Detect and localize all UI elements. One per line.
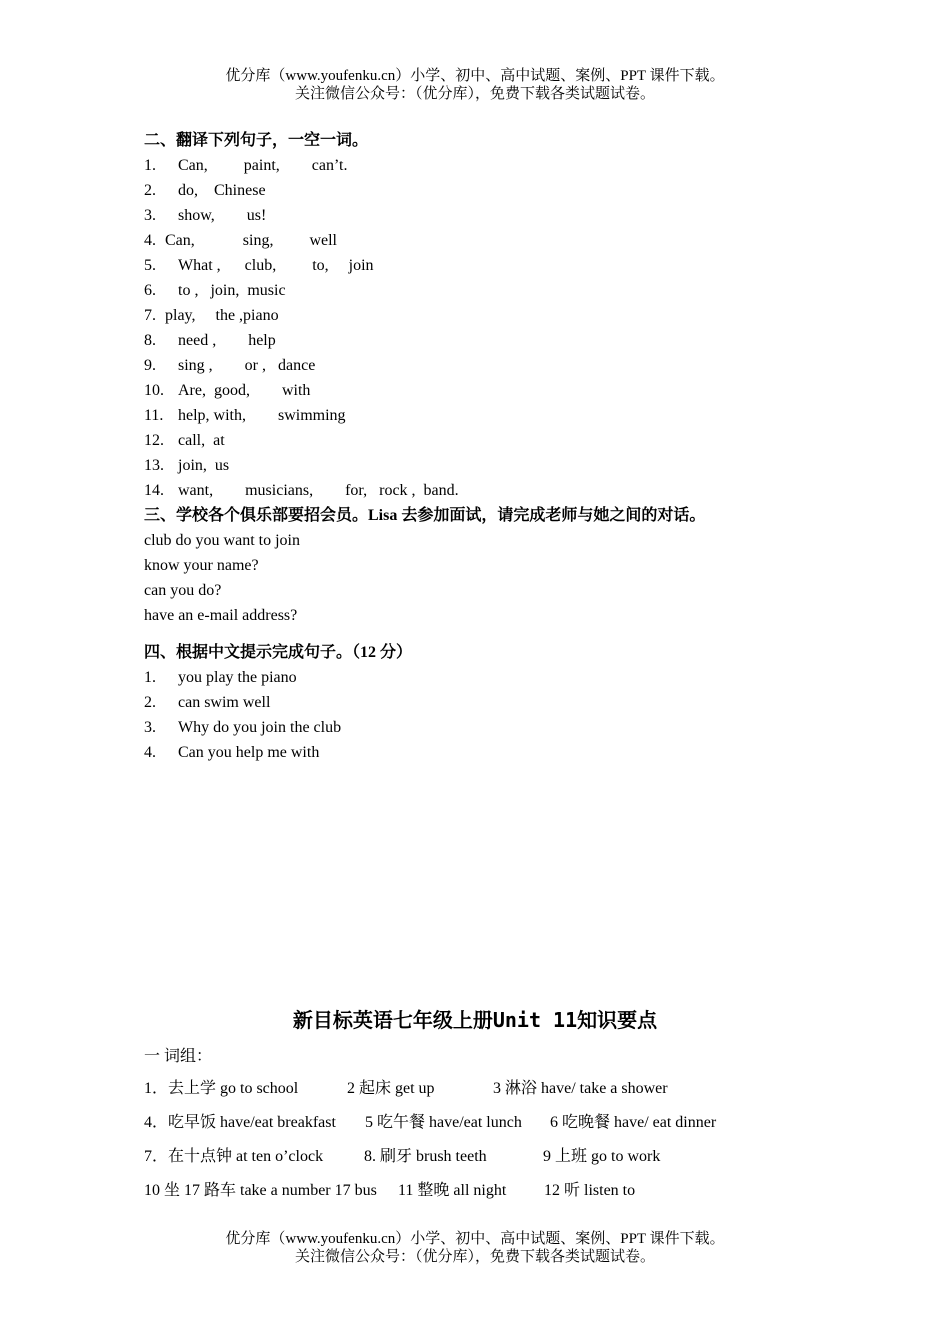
exercise-content — [144, 128, 864, 765]
vocab-row — [144, 1174, 864, 1208]
list-item — [144, 153, 864, 178]
item-text: need , help — [178, 332, 276, 349]
item-text: show, us! — [178, 207, 267, 224]
vocab-phrase: 7．在十点钟 at ten o’clock — [144, 1148, 324, 1165]
dialogue-line: have an e-mail address? — [144, 607, 298, 624]
list-item — [144, 278, 864, 303]
list-item — [144, 428, 864, 453]
item-number: 3. — [144, 207, 156, 224]
item-text: sing , or , dance — [178, 357, 316, 374]
list-item — [144, 178, 864, 203]
item-number: 1. — [144, 669, 156, 686]
section4-title: 四、根据中文提示完成句子。（12 分） — [144, 644, 413, 661]
item-number: 1. — [144, 157, 156, 174]
unit11-title-c: 知识要点 — [577, 1008, 658, 1032]
vocab-phrase: 10 坐 17 路车 take a number 17 bus — [144, 1182, 377, 1199]
item-number: 12. — [144, 432, 164, 449]
item-number: 6. — [144, 282, 156, 299]
item-number: 2. — [144, 694, 156, 711]
item-text: Can you help me with — [178, 744, 320, 761]
item-text: Can, paint, can’t. — [178, 157, 348, 174]
section3-title: 三、学校各个俱乐部要招会员。Lisa 去参加面试，请完成老师与她之间的对话。 — [144, 507, 706, 524]
vocab-phrase: 4．吃早饭 have/eat breakfast — [144, 1114, 336, 1131]
item-number: 9. — [144, 357, 156, 374]
item-number: 8. — [144, 332, 156, 349]
item-text: call, at — [178, 432, 225, 449]
item-text: play, the ,piano — [165, 307, 279, 324]
item-text: Can, sing, well — [165, 232, 337, 249]
list-item — [144, 378, 864, 403]
vocab-phrase: 11 整晚 all night — [398, 1182, 507, 1199]
page-header-bottom — [0, 1230, 950, 1266]
item-number: 13. — [144, 457, 164, 474]
item-text: Are, good, with — [178, 382, 311, 399]
unit11-vocab — [144, 1044, 864, 1208]
item-number: 4. — [144, 744, 156, 761]
vocab-phrase: 1．去上学 go to school — [144, 1080, 299, 1097]
unit11-title — [0, 1006, 950, 1034]
page-header-top — [0, 67, 950, 103]
item-number: 3. — [144, 719, 156, 736]
header-line-2: 关注微信公众号：（优分库），免费下载各类试题试卷。 — [294, 86, 655, 102]
vocab-phrase: 12 听 listen to — [544, 1182, 636, 1199]
list-item — [144, 715, 864, 740]
item-number: 7. — [144, 307, 156, 324]
item-text: want, musicians, for, rock , band. — [178, 482, 459, 499]
footer-line-2: 关注微信公众号：（优分库），免费下载各类试题试卷。 — [294, 1249, 655, 1265]
list-item — [144, 453, 864, 478]
item-number: 11. — [144, 407, 164, 424]
item-number: 2. — [144, 182, 156, 199]
list-item — [144, 740, 864, 765]
dialogue-line: can you do? — [144, 582, 222, 599]
section2-list — [144, 153, 864, 503]
item-text: do, Chinese — [178, 182, 266, 199]
vocab-subhead: 一 词组： — [144, 1048, 213, 1065]
vocab-phrase: 5 吃午餐 have/eat lunch — [365, 1114, 522, 1131]
header-line-1: 优分库（www.youfenku.cn）小学、初中、高中试题、案例、PPT 课件下载。 — [225, 68, 725, 84]
list-item — [144, 353, 864, 378]
vocab-row — [144, 1106, 864, 1140]
item-text: join, us — [178, 457, 230, 474]
vocab-phrase: 2 起床 get up — [347, 1080, 435, 1097]
vocab-row — [144, 1072, 864, 1106]
list-item — [144, 665, 864, 690]
unit11-title-b: Unit 11 — [492, 1008, 578, 1032]
item-number: 10. — [144, 382, 164, 399]
dialogue-line: club do you want to join — [144, 532, 300, 549]
item-text: help, with, swimming — [178, 407, 346, 424]
list-item — [144, 303, 864, 328]
list-item — [144, 328, 864, 353]
list-item — [144, 203, 864, 228]
vocab-phrase: 6 吃晚餐 have/ eat dinner — [550, 1114, 717, 1131]
footer-line-1: 优分库（www.youfenku.cn）小学、初中、高中试题、案例、PPT 课件下载。 — [225, 1231, 725, 1247]
item-number: 14. — [144, 482, 164, 499]
list-item — [144, 253, 864, 278]
item-number: 4. — [144, 232, 156, 249]
item-text: What , club, to, join — [178, 257, 374, 274]
vocab-rows — [144, 1072, 864, 1208]
list-item — [144, 403, 864, 428]
vocab-phrase: 8. 刷牙 brush teeth — [364, 1148, 487, 1165]
unit11-title-a: 新目标英语七年级上册 — [292, 1008, 493, 1032]
dialogue-line: know your name? — [144, 557, 259, 574]
section4-list — [144, 665, 864, 765]
section3-list — [144, 528, 864, 628]
item-text: to , join, music — [178, 282, 286, 299]
item-text: can swim well — [178, 694, 271, 711]
list-item — [144, 228, 864, 253]
item-text: you play the piano — [178, 669, 297, 686]
item-number: 5. — [144, 257, 156, 274]
section2-title: 二、翻译下列句子，一空一词。 — [144, 132, 369, 149]
vocab-row — [144, 1140, 864, 1174]
vocab-phrase: 3 淋浴 have/ take a shower — [493, 1080, 668, 1097]
vocab-phrase: 9 上班 go to work — [543, 1148, 661, 1165]
item-text: Why do you join the club — [178, 719, 342, 736]
list-item — [144, 478, 864, 503]
list-item — [144, 690, 864, 715]
